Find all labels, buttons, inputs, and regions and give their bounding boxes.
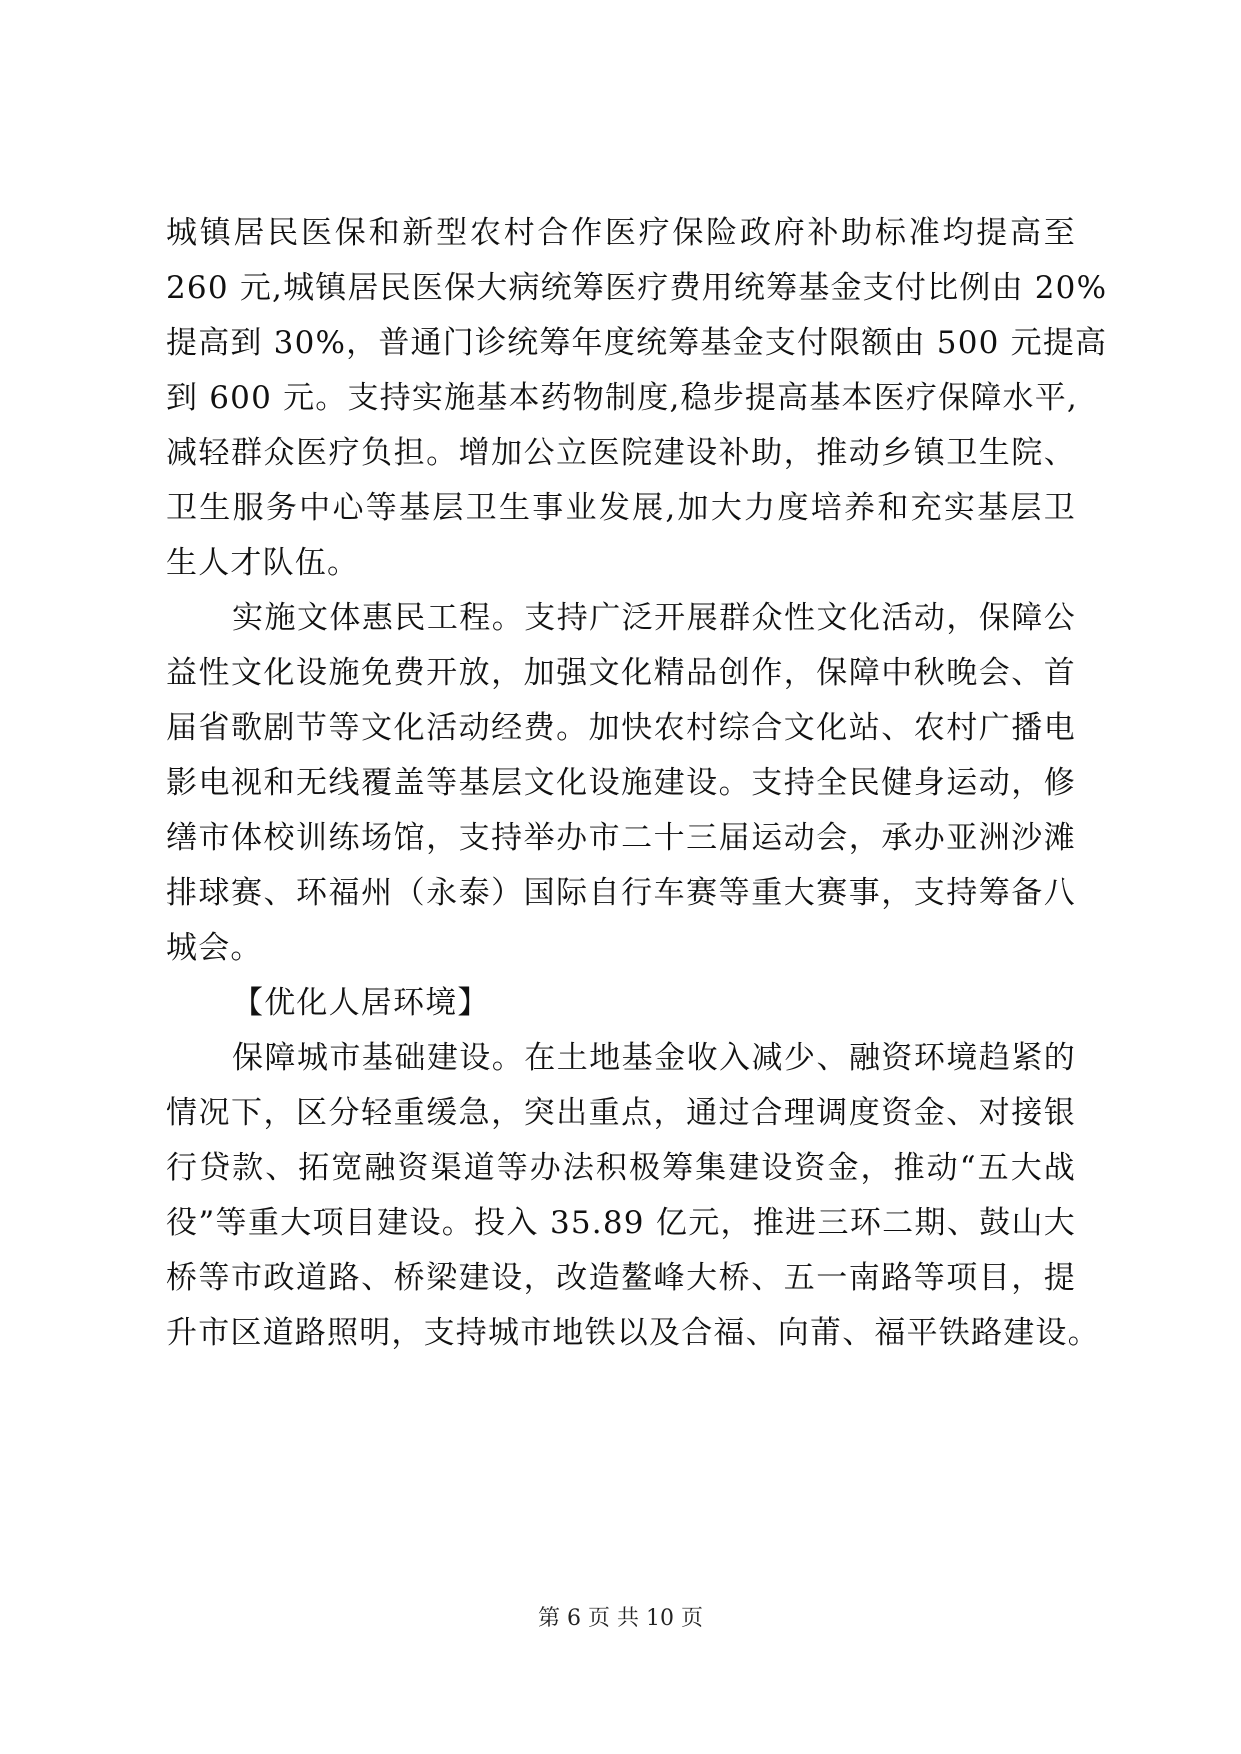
page-number-footer: 第 6 页 共 10 页 xyxy=(538,1606,703,1631)
text-line: 城会。 xyxy=(166,930,263,966)
text-line: 缮市体校训练场馆，支持举办市二十三届运动会，承办亚洲沙滩 xyxy=(166,820,1076,856)
text-line: 城镇居民医保和新型农村合作医疗保险政府补助标准均提高至 xyxy=(166,215,1076,251)
text-line: 生人才队伍。 xyxy=(166,545,360,581)
text-line: 情况下，区分轻重缓急，突出重点，通过合理调度资金、对接银 xyxy=(166,1095,1076,1131)
text-line: 实施文体惠民工程。支持广泛开展群众性文化活动，保障公 xyxy=(232,600,1076,636)
text-line: 益性文化设施免费开放，加强文化精品创作，保障中秋晚会、首 xyxy=(166,655,1076,691)
text-line: 260 元,城镇居民医保大病统筹医疗费用统筹基金支付比例由 20% xyxy=(166,270,1108,306)
text-line: 提高到 30%，普通门诊统筹年度统筹基金支付限额由 500 元提高 xyxy=(166,325,1108,361)
text-line: 役”等重大项目建设。投入 35.89 亿元，推进三环二期、鼓山大 xyxy=(166,1205,1076,1241)
section-heading: 【优化人居环境】 xyxy=(232,985,490,1021)
text-line: 到 600 元。支持实施基本药物制度,稳步提高基本医疗保障水平, xyxy=(166,380,1078,416)
text-line: 保障城市基础建设。在土地基金收入减少、融资环境趋紧的 xyxy=(232,1040,1076,1076)
text-line: 桥等市政道路、桥梁建设，改造鳌峰大桥、五一南路等项目，提 xyxy=(166,1260,1076,1296)
text-line: 卫生服务中心等基层卫生事业发展,加大力度培养和充实基层卫 xyxy=(166,490,1076,526)
text-line: 排球赛、环福州（永泰）国际自行车赛等重大赛事，支持筹备八 xyxy=(166,875,1076,911)
text-line: 届省歌剧节等文化活动经费。加快农村综合文化站、农村广播电 xyxy=(166,710,1076,746)
text-line: 行贷款、拓宽融资渠道等办法积极筹集建设资金，推动“五大战 xyxy=(166,1150,1076,1186)
text-line: 影电视和无线覆盖等基层文化设施建设。支持全民健身运动，修 xyxy=(166,765,1076,801)
text-line: 升市区道路照明，支持城市地铁以及合福、向莆、福平铁路建设。 xyxy=(166,1315,1100,1351)
text-line: 减轻群众医疗负担。增加公立医院建设补助，推动乡镇卫生院、 xyxy=(166,435,1076,471)
